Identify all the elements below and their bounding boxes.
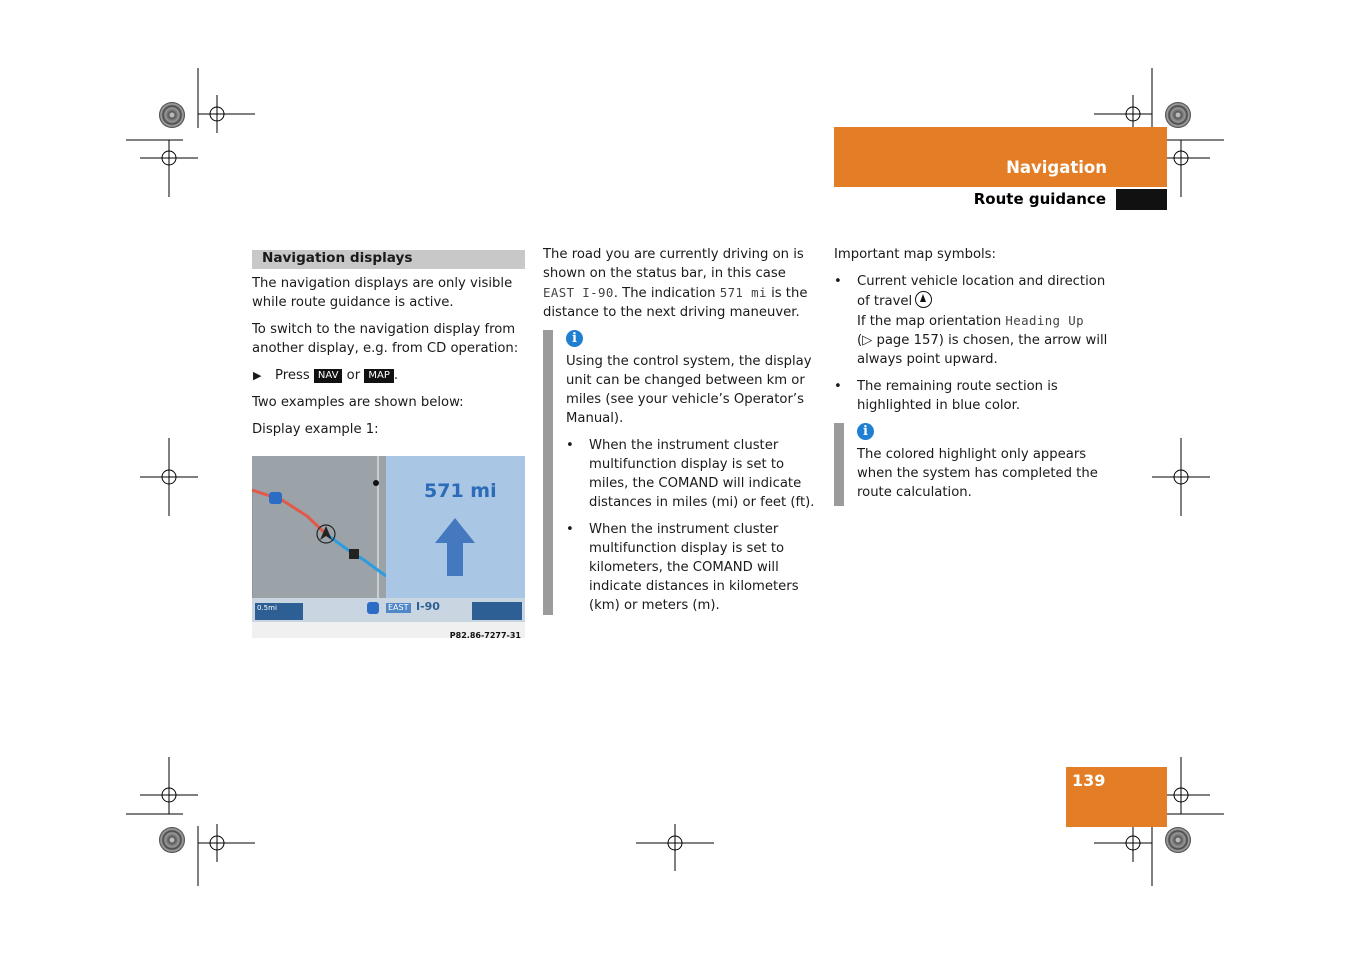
period: .	[393, 368, 399, 383]
display-text-orientation: Heading Up	[1005, 313, 1084, 328]
route-name: I-90	[416, 600, 440, 613]
paragraph: The navigation displays are only visible while route guidance is active.	[252, 276, 513, 310]
turn-arrow-icon	[434, 518, 476, 576]
info-text: Using the control system, the display unit can be changed between km or miles (see your vehicle’s Operator’s Manual).	[566, 354, 812, 426]
list-item: • The remaining route section is highlighted in blue color.	[834, 377, 1109, 415]
press-label: Press	[275, 368, 310, 383]
info-bar	[543, 330, 553, 615]
paragraph: To switch to the navigation display from another display, e.g. from CD operation:	[252, 322, 519, 356]
info-icon: i	[566, 330, 583, 347]
bullet-list	[834, 272, 1109, 415]
destination-dot-icon	[373, 480, 379, 486]
info-text: The colored highlight only appears when the system has completed the route calculation.	[857, 447, 1098, 500]
figure-code: P82.86-7277-31	[449, 631, 521, 640]
step-arrow-icon: ▶	[253, 369, 262, 382]
info-box	[472, 602, 522, 620]
display-text-distance: 571 mi	[719, 285, 767, 300]
map-key: MAP	[364, 369, 394, 383]
paragraph: Two examples are shown below:	[252, 395, 464, 410]
column-left	[252, 250, 525, 447]
navigation-display-figure	[252, 456, 525, 638]
list-item	[834, 272, 1109, 369]
or-word: or	[346, 368, 361, 383]
guidance-panel	[386, 456, 525, 598]
info-note	[543, 330, 818, 615]
distance-readout: 571 mi	[424, 480, 497, 502]
paragraph: Display example 1:	[252, 422, 379, 437]
poi-icon	[349, 549, 359, 559]
section-subtitle: Route guidance	[973, 190, 1106, 208]
column-right	[834, 245, 1109, 506]
text-run: Current vehicle location and direction of travel	[857, 274, 1106, 309]
map-area	[252, 456, 386, 598]
scale-label: 0.5mi	[257, 604, 277, 612]
text-run: The road you are currently driving on is shown on the status bar, in this case	[543, 247, 804, 281]
bullet-list	[566, 436, 818, 615]
text-run: . The indication	[613, 286, 720, 301]
info-icon: i	[857, 423, 874, 440]
route-direction: EAST	[388, 603, 409, 612]
chapter-title: Navigation	[1006, 158, 1107, 177]
map-route-svg	[252, 456, 386, 598]
info-note	[834, 423, 1109, 506]
header-band	[834, 127, 1167, 187]
status-bar	[252, 598, 525, 622]
interstate-shield-icon	[269, 492, 282, 504]
section-heading: Navigation displays	[252, 250, 525, 269]
vehicle-direction-icon	[915, 291, 932, 308]
instruction-step	[252, 366, 525, 385]
route-shield-icon	[367, 602, 379, 614]
text-run: is the distance to the next driving maneuver.	[543, 286, 808, 320]
info-bar	[834, 423, 844, 506]
text-run: (▷ page 157) is chosen, the arrow will always point upward.	[857, 333, 1108, 367]
paragraph: Important map symbols:	[834, 247, 996, 262]
nav-key: NAV	[314, 369, 343, 383]
text-run: If the map orientation	[857, 314, 1006, 329]
list-item: • When the instrument cluster multifunction display is set to kilometers, the COMAND will indicate distances in kilometers (km) or meters (m).	[566, 520, 818, 615]
column-middle	[543, 245, 818, 615]
list-item: • When the instrument cluster multifunction display is set to miles, the COMAND will indicate distances in miles (mi) or feet (ft).	[566, 436, 818, 512]
scale-box	[255, 603, 303, 620]
route-traveled-line	[252, 490, 326, 534]
header-tab	[1116, 189, 1167, 210]
page-number: 139	[1072, 771, 1106, 790]
paragraph	[543, 245, 818, 322]
display-text-road: EAST I-90	[543, 285, 614, 300]
